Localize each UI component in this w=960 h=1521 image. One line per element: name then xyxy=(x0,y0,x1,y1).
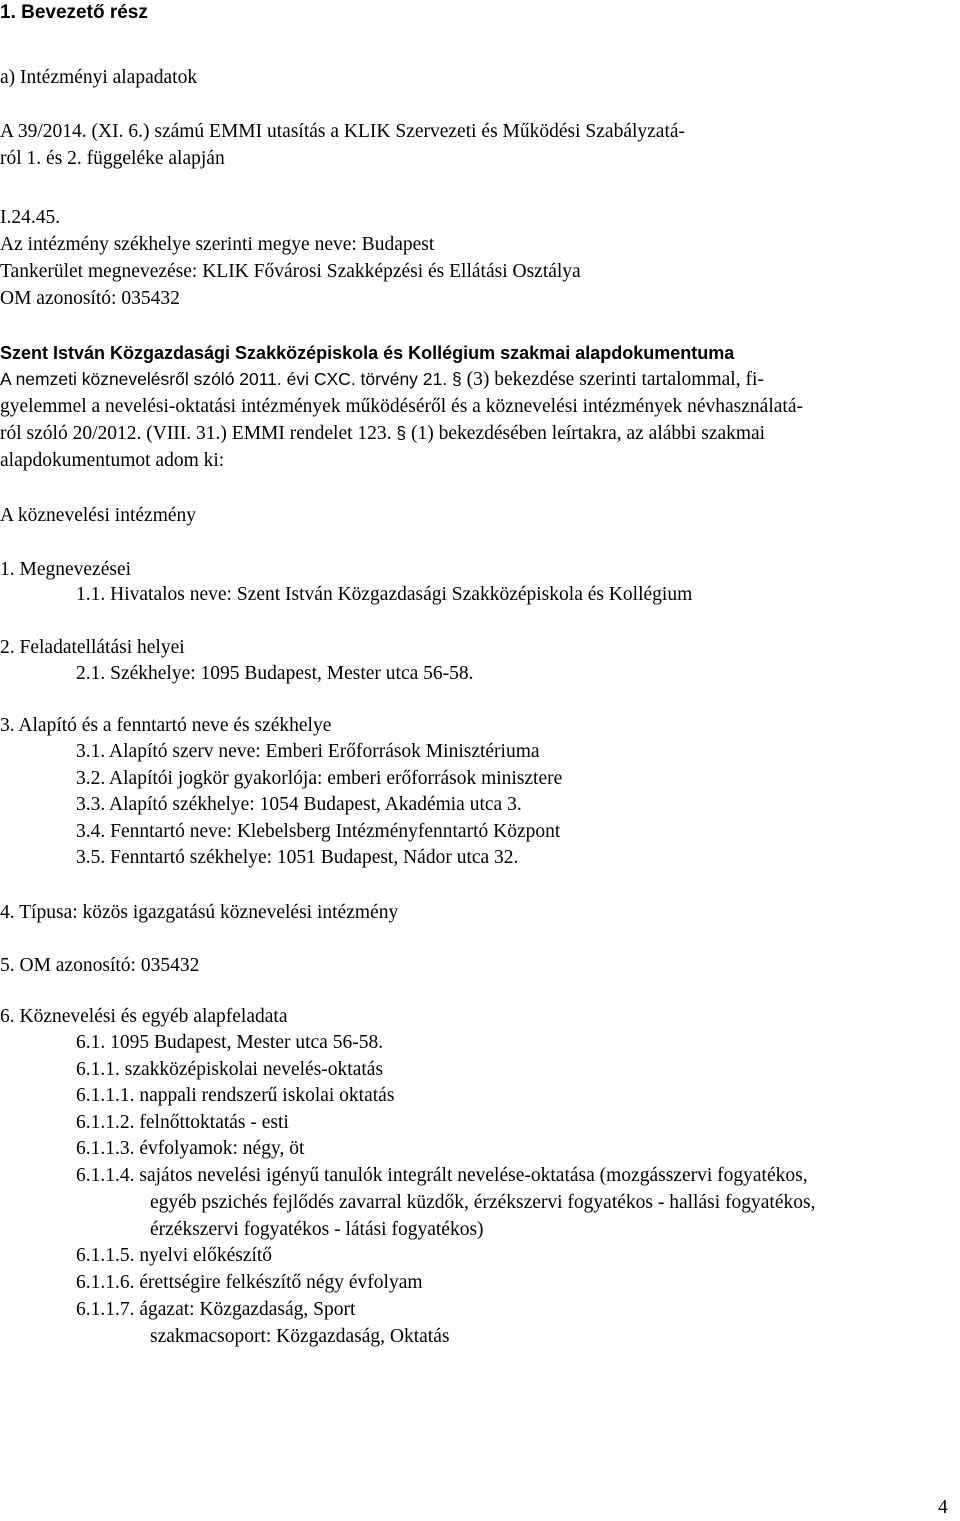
s3-item: 3.4. Fenntartó neve: Klebelsberg Intézményfenntartó Központ xyxy=(76,821,561,842)
s4-heading: 4. Típusa: közös igazgatású köznevelési intézmény xyxy=(0,902,399,923)
om-id-line: OM azonosító: 035432 xyxy=(0,288,180,309)
document-title: Szent István Közgazdasági Szakközépiskola és Kollégium szakmai alapdokumentuma xyxy=(0,343,735,363)
intro-line-1: A 39/2014. (XI. 6.) számú EMMI utasítás a KLIK Szervezeti és Működési Szabályzatá- xyxy=(0,121,686,142)
s2-heading: 2. Feladatellátási helyei xyxy=(0,637,185,658)
s3-item: 3.3. Alapító székhelye: 1054 Budapest, Akadémia utca 3. xyxy=(76,794,522,815)
s6-item: 6.1. 1095 Budapest, Mester utca 56-58. xyxy=(76,1032,384,1053)
s6-item: 6.1.1.4. sajátos nevelési igényű tanulók integrált nevelése-oktatása (mozgásszervi fogyatékos, xyxy=(76,1165,808,1186)
legal-para-line-2: gyelemmel a nevelési-oktatási intézmények működéséről és a köznevelési intézmények névhasználatá- xyxy=(0,396,803,417)
s3-item: 3.1. Alapító szerv neve: Emberi Erőforrások Minisztériuma xyxy=(76,741,540,762)
county-line: Az intézmény székhelye szerinti megye neve: Budapest xyxy=(0,234,435,255)
s6-item-continuation: egyéb pszichés fejlődés zavarral küzdők, érzékszervi fogyatékos - hallási fogyatékos, xyxy=(150,1192,816,1213)
legal-para-text: ról szóló 20/2012. (VIII. 31.) EMMI rendelet 123. xyxy=(0,423,392,444)
s6-item: 6.1.1.3. évfolyamok: négy, öt xyxy=(76,1138,305,1159)
s6-item: 6.1.1.6. érettségire felkészítő négy évfolyam xyxy=(76,1272,423,1293)
s6-item: 6.1.1.1. nappali rendszerű iskolai oktatás xyxy=(76,1085,395,1106)
district-line: Tankerület megnevezése: KLIK Fővárosi Szakképzési és Ellátási Osztálya xyxy=(0,261,581,282)
section-sign: § xyxy=(396,423,407,443)
s3-heading: 3. Alapító és a fenntartó neve és székhelye xyxy=(0,715,332,736)
s3-item: 3.5. Fenntartó székhelye: 1051 Budapest, Nádor utca 32. xyxy=(76,847,519,868)
legal-para-line-1 xyxy=(0,370,764,390)
legal-para-text: A nemzeti köznevelésről szóló 2011. évi CXC. törvény 21. xyxy=(0,369,448,389)
legal-para-line-3 xyxy=(0,424,765,444)
legal-para-line-4: alapdokumentumot adom ki: xyxy=(0,450,225,471)
s5-heading: 5. OM azonosító: 035432 xyxy=(0,955,200,976)
section-sign: § xyxy=(452,369,462,389)
s2-item: 2.1. Székhelye: 1095 Budapest, Mester utca 56-58. xyxy=(76,663,474,684)
legal-para-text: (3) bekezdése szerinti tartalommal, fi- xyxy=(466,369,764,390)
s6-item-continuation: érzékszervi fogyatékos - látási fogyatékos) xyxy=(150,1219,484,1240)
s6-heading: 6. Köznevelési és egyéb alapfeladata xyxy=(0,1006,288,1027)
s6-item: 6.1.1. szakközépiskolai nevelés-oktatás xyxy=(76,1059,384,1080)
subheading: a) Intézményi alapadatok xyxy=(0,67,198,88)
s6-item: 6.1.1.5. nyelvi előkészítő xyxy=(76,1245,273,1266)
s1-item: 1.1. Hivatalos neve: Szent István Közgazdasági Szakközépiskola és Kollégium xyxy=(76,584,693,605)
s6-item: 6.1.1.7. ágazat: Közgazdaság, Sport xyxy=(76,1299,356,1320)
page-number: 4 xyxy=(938,1497,948,1518)
section-heading: 1. Bevezető rész xyxy=(0,2,148,23)
s1-heading: 1. Megnevezései xyxy=(0,559,132,580)
s6-item: 6.1.1.2. felnőttoktatás - esti xyxy=(76,1112,289,1133)
intro-line-2: ról 1. és 2. függeléke alapján xyxy=(0,148,225,169)
s6-item-continuation: szakmacsoport: Közgazdaság, Oktatás xyxy=(150,1326,450,1347)
s3-item: 3.2. Alapítói jogkör gyakorlója: emberi erőforrások minisztere xyxy=(76,768,563,789)
institution-code: I.24.45. xyxy=(0,207,61,228)
institution-label: A köznevelési intézmény xyxy=(0,505,197,526)
legal-para-text: (1) bekezdésében leírtakra, az alábbi szakmai xyxy=(411,423,766,444)
